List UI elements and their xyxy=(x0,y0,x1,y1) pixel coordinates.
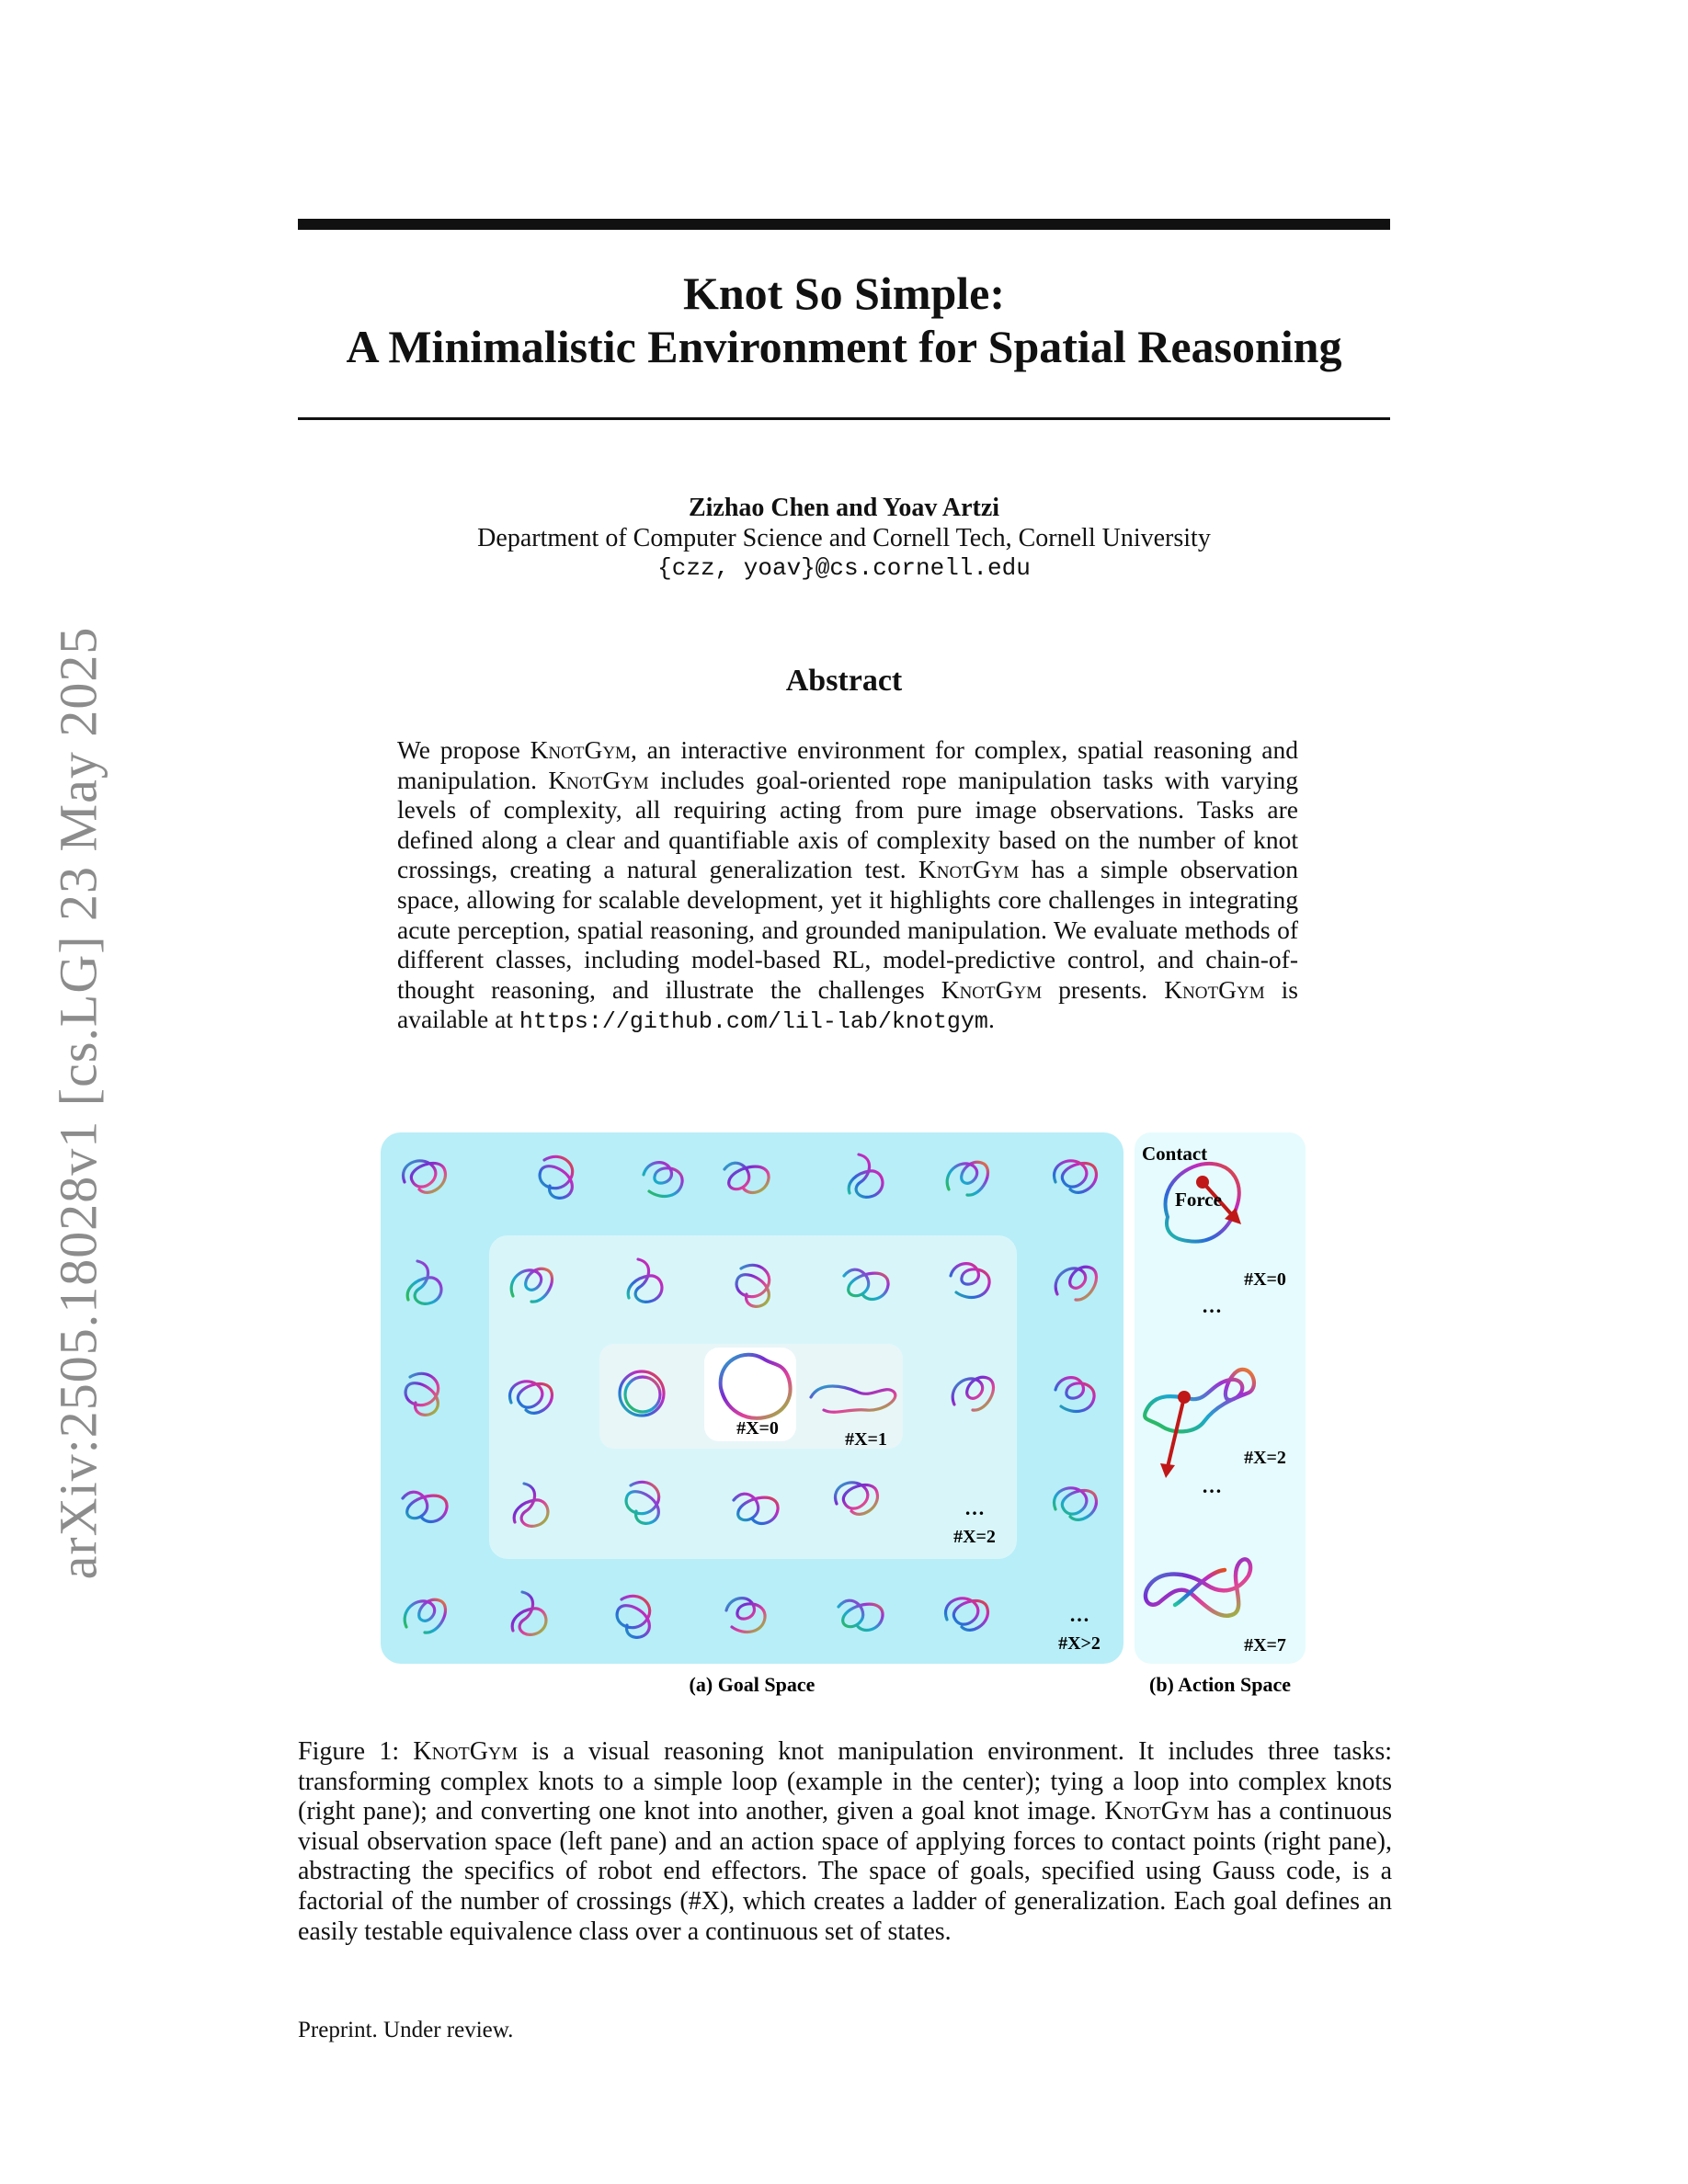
title-line-1: Knot So Simple: xyxy=(682,267,1006,319)
label-action-x2: #X=2 xyxy=(1244,1448,1286,1468)
author-affiliation: Department of Computer Science and Cornell Tech, Cornell University xyxy=(477,524,1211,552)
env-name: KnotGym xyxy=(1104,1797,1210,1826)
preprint-footnote: Preprint. Under review. xyxy=(298,2018,514,2042)
caption-prefix: Figure 1: xyxy=(298,1737,414,1766)
abstract-text: includes goal-oriented rope manipulation tasks with varying levels of complexity, all requiring acting from pure image observations. Tasks are defined along a clear and quantifiable axis of complexity based on the number of knot crossings, creating a natural generalization test. xyxy=(397,765,1298,884)
label-dots: … xyxy=(964,1496,985,1519)
caption-text: is a visual reasoning knot manipulation environment. It includes three tasks: transforming complex knots to a simple loop (example in the center); tying a loop into complex knots (right pane); and converting one knot into another, given a goal knot image. xyxy=(298,1737,1392,1826)
label-action-x0: #X=0 xyxy=(1244,1269,1286,1290)
paper-title xyxy=(298,267,1390,373)
figure-1 xyxy=(379,1131,1307,1710)
title-rule-bottom xyxy=(298,417,1390,420)
figure-canvas xyxy=(379,1131,1307,1710)
label-force: Force xyxy=(1175,1189,1222,1211)
label-contact: Contact xyxy=(1142,1143,1208,1165)
label-x0: #X=0 xyxy=(736,1418,779,1439)
abstract-text: We propose xyxy=(397,735,530,764)
label-x2: #X=2 xyxy=(953,1527,996,1547)
goal-space-caption: (a) Goal Space xyxy=(689,1673,815,1696)
label-xgt2: #X>2 xyxy=(1058,1633,1101,1654)
title-rule-top xyxy=(298,219,1390,230)
env-name: KnotGym xyxy=(941,974,1043,1004)
caption-text: has a continuous visual observation space (left pane) and an action space of applying forces to contact points (right pane), abstracting the specifics of robot end effectors. The space of goals, specified using Gauss code, is a factorial of the number of crossings (#X), which creates a ladder of generalization. Each goal defines an easily testable equivalence class over a continuous set of states. xyxy=(298,1797,1392,1946)
env-name: KnotGym xyxy=(413,1737,519,1766)
env-name: KnotGym xyxy=(530,735,631,764)
label-action-x7: #X=7 xyxy=(1244,1635,1286,1655)
label-dots: … xyxy=(1202,1294,1222,1317)
label-x1: #X=1 xyxy=(845,1429,887,1450)
abstract-text: is available at xyxy=(397,974,1298,1034)
repo-link[interactable]: https://github.com/lil-lab/knotgym xyxy=(519,1008,988,1036)
abstract-text: presents. xyxy=(1042,974,1165,1004)
label-dots: … xyxy=(1069,1603,1089,1626)
env-name: KnotGym xyxy=(918,855,1020,884)
env-name: KnotGym xyxy=(1164,974,1265,1004)
title-line-2: A Minimalistic Environment for Spatial Reasoning xyxy=(346,321,1342,372)
env-name: KnotGym xyxy=(548,765,649,794)
action-space-caption: (b) Action Space xyxy=(1149,1673,1291,1696)
abstract-heading: Abstract xyxy=(785,664,903,698)
arxiv-watermark: arXiv:2505.18028v1 [cs.LG] 23 May 2025 xyxy=(48,626,108,1580)
abstract-text: , an interactive environment for complex, spatial reasoning and manipulation. xyxy=(397,735,1298,794)
figure-caption xyxy=(298,1737,1392,1947)
author-email: {czz, yoav}@cs.cornell.edu xyxy=(657,554,1031,582)
label-dots: … xyxy=(1202,1474,1222,1497)
author-names: Zizhao Chen and Yoav Artzi xyxy=(688,494,1000,522)
author-block xyxy=(298,493,1390,584)
abstract-body xyxy=(397,735,1298,1038)
abstract-text: has a simple observation space, allowing for scalable development, yet it highlights core challenges in integrating acute perception, spatial reasoning, and grounded manipulation. We evaluate methods of different classes, including model-based RL, model-predictive control, and chain-of-thought reasoning, and illustrate the challenges xyxy=(397,855,1298,1004)
abstract-text: . xyxy=(987,1005,995,1034)
